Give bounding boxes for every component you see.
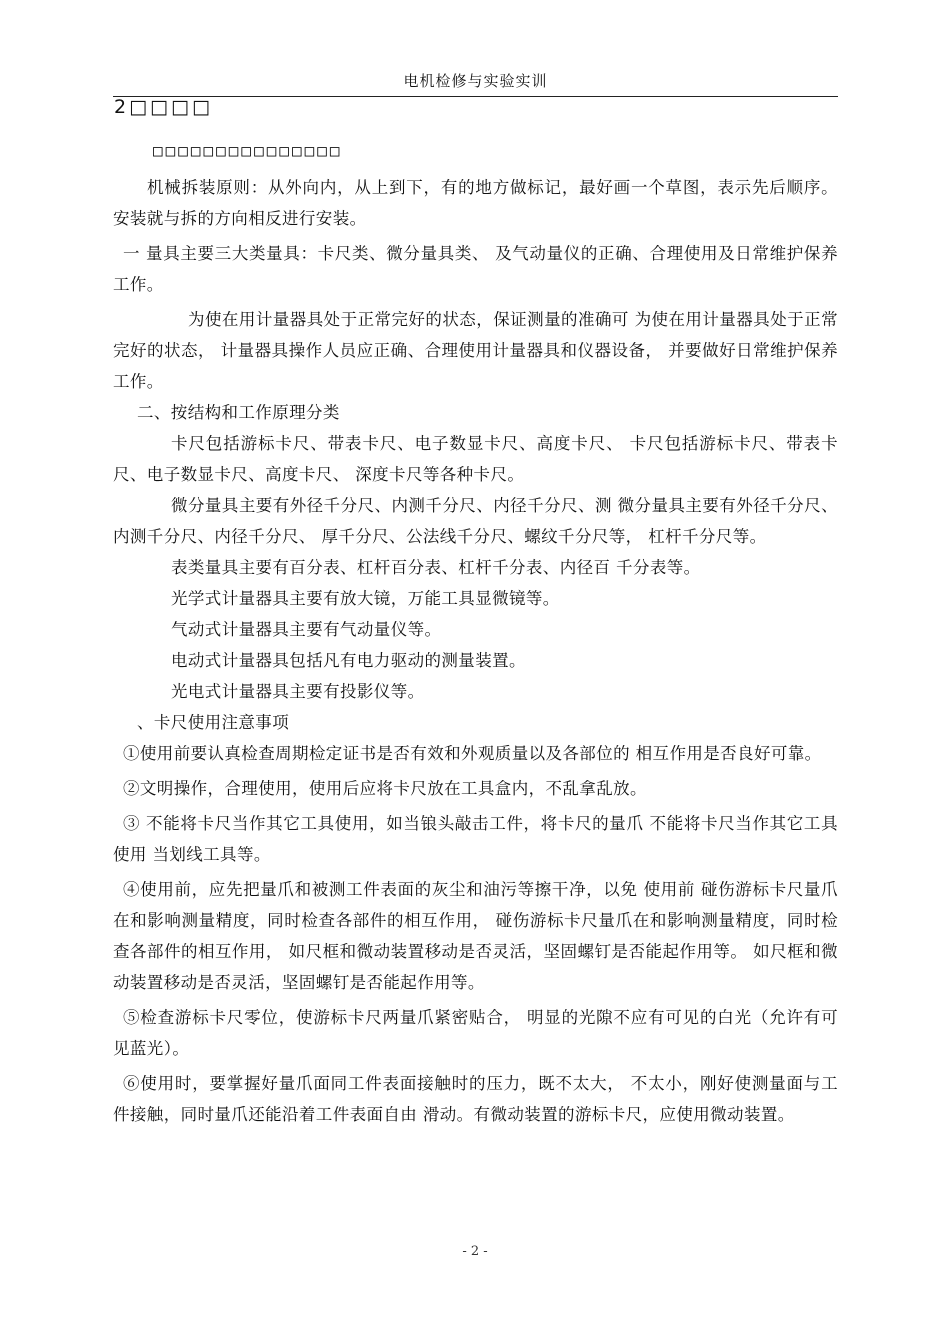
paragraph-measuring-tools-intro: 一 量具主要三大类量具：卡尺类、微分量具类、 及气动量仪的正确、合理使用及日常维护保养工作。 [113,244,838,294]
paragraph-electric-instruments: 电动式计量器具包括凡有电力驱动的测量装置。 [171,651,526,670]
subheading: □□□□□□□□□□□□□□□ [153,141,343,160]
section-heading [114,94,213,120]
note-item-3: ③ 不能将卡尺当作其它工具使用，如当锒头敲击工件，将卡尺的量爪 不能将卡尺当作其它工具使用 当划线工具等。 [113,814,838,864]
paragraph-optical-instruments: 光学式计量器具主要有放大镜，万能工具显微镜等。 [171,589,560,608]
note-item-2: ②文明操作，合理使用，使用后应将卡尺放在工具盒内，不乱拿乱放。 [123,779,647,798]
section-title-glyphs: □□□□ [129,96,213,118]
paragraph-maintenance-purpose: 为使在用计量器具处于正常完好的状态，保证测量的准确可 为使在用计量器具处于正常完好的状态， 计量器具操作人员应正确、合理使用计量器具和仪器设备， 并要做好日常维护保养工作。 [113,310,838,391]
document-body [113,172,838,1130]
page-header-title: 电机检修与实验实训 [403,72,548,90]
paragraph-pneumatic-instruments: 气动式计量器具主要有气动量仪等。 [171,620,442,639]
paragraph-photoelectric-instruments: 光电式计量器具主要有投影仪等。 [171,682,425,701]
section-number: 2 [114,96,130,118]
note-item-1: ①使用前要认真检查周期检定证书是否有效和外观质量以及各部位的 相互作用是否良好可靠。 [123,744,822,763]
paragraph-disassembly-principle: 机械拆装原则：从外向内，从上到下，有的地方做标记，最好画一个草图，表示先后顺序。 安装就与拆的方向相反进行安装。 [113,178,838,228]
paragraph-dial-gauges: 表类量具主要有百分表、杠杆百分表、杠杆千分表、内径百 千分表等。 [171,558,701,577]
header-divider [113,96,838,97]
paragraph-micrometers: 微分量具主要有外径千分尺、内测千分尺、内径千分尺、测 微分量具主要有外径千分尺、内测千分尺、内径千分尺、 厚千分尺、公法线千分尺、螺纹千分尺等， 杠杆千分尺等。 [113,496,838,546]
paragraph-caliper-notes-heading: 、卡尺使用注意事项 [137,713,290,732]
paragraph-calipers: 卡尺包括游标卡尺、带表卡尺、电子数显卡尺、高度卡尺、 卡尺包括游标卡尺、带表卡尺、电子数显卡尺、高度卡尺、 深度卡尺等各种卡尺。 [113,434,838,484]
note-item-5: ⑤检查游标卡尺零位，使游标卡尺两量爪紧密贴合， 明显的光隙不应有可见的白光（允许有可见蓝光）。 [113,1008,838,1058]
note-item-6: ⑥使用时，要掌握好量爪面同工件表面接触时的压力，既不太大， 不太小，刚好使测量面与工件接触，同时量爪还能沿着工件表面自由 滑动。有微动装置的游标卡尺，应使用微动装置。 [113,1074,838,1124]
paragraph-classification-heading: 二、按结构和工作原理分类 [137,403,340,422]
note-item-4: ④使用前，应先把量爪和被测工件表面的灰尘和油污等擦干净，以免 使用前 碰伤游标卡尺量爪在和影响测量精度，同时检查各部件的相互作用， 碰伤游标卡尺量爪在和影响测量精度，同时检查各部件的相互作用， 如尺框和微动装置移动是否灵活，坚固螺钉是否能起作用等。 如尺框和微动装置移动是否灵活，坚固螺钉是否能起作用等。 [113,880,838,992]
page-number: - 2 - [462,1244,488,1259]
